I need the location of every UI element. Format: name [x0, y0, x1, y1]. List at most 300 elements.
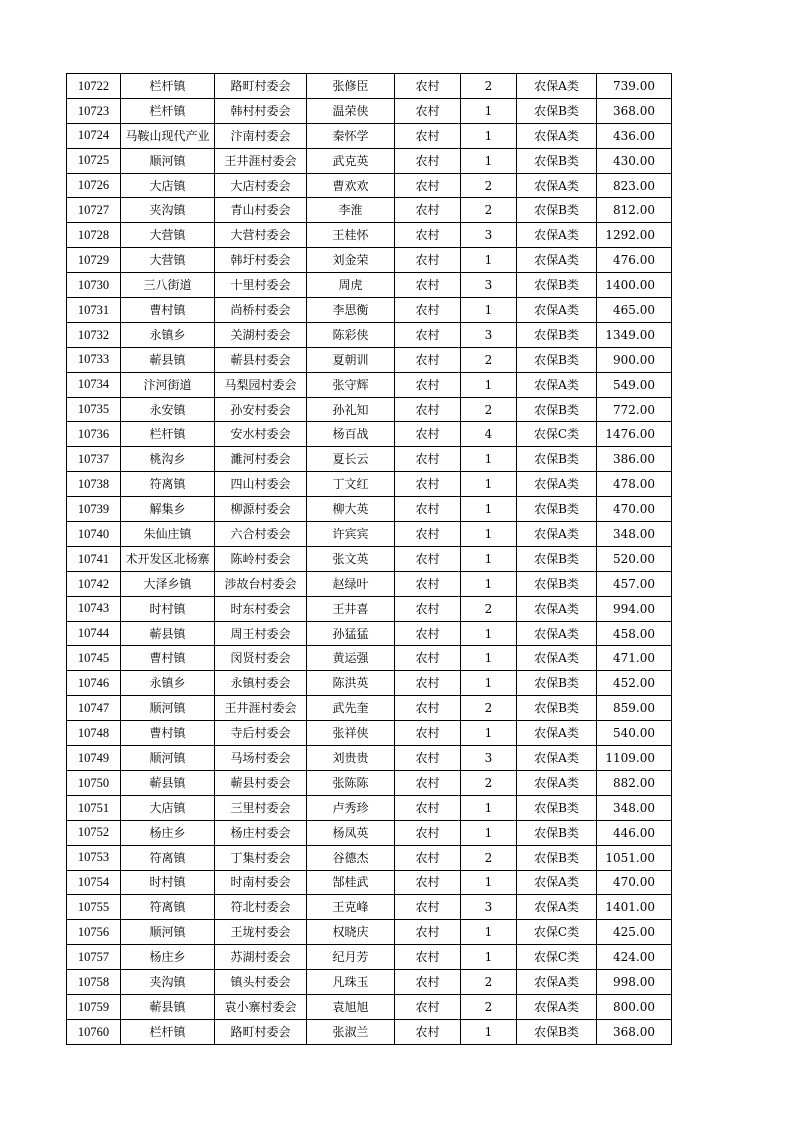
area-type-cell: 农村 [395, 845, 461, 870]
person-name-cell: 权晓庆 [307, 920, 395, 945]
town-cell: 时村镇 [121, 870, 215, 895]
town-cell: 顺河镇 [121, 696, 215, 721]
area-type-cell: 农村 [395, 920, 461, 945]
household-count-cell: 2 [461, 770, 517, 795]
person-name-cell: 杨百战 [307, 422, 395, 447]
amount-cell: 772.00 [597, 397, 672, 422]
insurance-category-cell: 农保A类 [517, 596, 597, 621]
person-name-cell: 夏长云 [307, 447, 395, 472]
village-committee-cell: 符北村委会 [215, 895, 307, 920]
area-type-cell: 农村 [395, 273, 461, 298]
person-name-cell: 武先奎 [307, 696, 395, 721]
town-cell: 术开发区北杨寨 [121, 546, 215, 571]
insurance-category-cell: 农保A类 [517, 646, 597, 671]
insurance-category-cell: 农保A类 [517, 74, 597, 99]
record-id-cell: 10734 [67, 372, 121, 397]
town-cell: 解集乡 [121, 497, 215, 522]
village-committee-cell: 韩村村委会 [215, 98, 307, 123]
area-type-cell: 农村 [395, 945, 461, 970]
town-cell: 永安镇 [121, 397, 215, 422]
person-name-cell: 刘贵贵 [307, 746, 395, 771]
amount-cell: 458.00 [597, 621, 672, 646]
table-row [67, 671, 672, 696]
insurance-category-cell: 农保B类 [517, 795, 597, 820]
village-committee-cell: 镇头村委会 [215, 970, 307, 995]
area-type-cell: 农村 [395, 472, 461, 497]
town-cell: 顺河镇 [121, 148, 215, 173]
village-committee-cell: 周王村委会 [215, 621, 307, 646]
amount-cell: 465.00 [597, 298, 672, 323]
insurance-category-cell: 农保A类 [517, 994, 597, 1019]
record-id-cell: 10759 [67, 994, 121, 1019]
area-type-cell: 农村 [395, 596, 461, 621]
household-count-cell: 1 [461, 372, 517, 397]
amount-cell: 478.00 [597, 472, 672, 497]
record-id-cell: 10752 [67, 820, 121, 845]
household-count-cell: 2 [461, 994, 517, 1019]
insurance-category-cell: 农保B类 [517, 447, 597, 472]
table-row [67, 472, 672, 497]
amount-cell: 386.00 [597, 447, 672, 472]
amount-cell: 900.00 [597, 347, 672, 372]
record-id-cell: 10724 [67, 123, 121, 148]
person-name-cell: 张陈陈 [307, 770, 395, 795]
amount-cell: 368.00 [597, 98, 672, 123]
table-row [67, 621, 672, 646]
town-cell: 栏杆镇 [121, 98, 215, 123]
area-type-cell: 农村 [395, 497, 461, 522]
table-row [67, 795, 672, 820]
record-id-cell: 10758 [67, 970, 121, 995]
village-committee-cell: 大店村委会 [215, 173, 307, 198]
town-cell: 三八街道 [121, 273, 215, 298]
amount-cell: 739.00 [597, 74, 672, 99]
amount-cell: 800.00 [597, 994, 672, 1019]
person-name-cell: 周虎 [307, 273, 395, 298]
insurance-category-cell: 农保B类 [517, 497, 597, 522]
amount-cell: 470.00 [597, 870, 672, 895]
village-committee-cell: 马梨园村委会 [215, 372, 307, 397]
town-cell: 栏杆镇 [121, 1019, 215, 1044]
household-count-cell: 1 [461, 123, 517, 148]
insurance-category-cell: 农保A类 [517, 298, 597, 323]
village-committee-cell: 马场村委会 [215, 746, 307, 771]
town-cell: 蕲县镇 [121, 621, 215, 646]
record-id-cell: 10728 [67, 223, 121, 248]
village-committee-cell: 尚桥村委会 [215, 298, 307, 323]
area-type-cell: 农村 [395, 372, 461, 397]
amount-cell: 1476.00 [597, 422, 672, 447]
household-count-cell: 2 [461, 173, 517, 198]
person-name-cell: 张守辉 [307, 372, 395, 397]
household-count-cell: 1 [461, 820, 517, 845]
amount-cell: 348.00 [597, 522, 672, 547]
record-id-cell: 10739 [67, 497, 121, 522]
town-cell: 大泽乡镇 [121, 571, 215, 596]
town-cell: 永镇乡 [121, 671, 215, 696]
village-committee-cell: 韩圩村委会 [215, 248, 307, 273]
household-count-cell: 1 [461, 795, 517, 820]
village-committee-cell: 濉河村委会 [215, 447, 307, 472]
village-committee-cell: 大营村委会 [215, 223, 307, 248]
record-id-cell: 10738 [67, 472, 121, 497]
insurance-category-cell: 农保C类 [517, 945, 597, 970]
record-id-cell: 10757 [67, 945, 121, 970]
record-id-cell: 10753 [67, 845, 121, 870]
person-name-cell: 夏朝训 [307, 347, 395, 372]
amount-cell: 368.00 [597, 1019, 672, 1044]
household-count-cell: 1 [461, 98, 517, 123]
insurance-category-cell: 农保A类 [517, 770, 597, 795]
person-name-cell: 张淑兰 [307, 1019, 395, 1044]
table-row [67, 497, 672, 522]
household-count-cell: 3 [461, 322, 517, 347]
record-id-cell: 10755 [67, 895, 121, 920]
record-id-cell: 10737 [67, 447, 121, 472]
insurance-category-cell: 农保B类 [517, 845, 597, 870]
insurance-category-cell: 农保A类 [517, 621, 597, 646]
insurance-category-cell: 农保B类 [517, 571, 597, 596]
insurance-category-cell: 农保C类 [517, 920, 597, 945]
amount-cell: 430.00 [597, 148, 672, 173]
household-count-cell: 1 [461, 522, 517, 547]
area-type-cell: 农村 [395, 148, 461, 173]
area-type-cell: 农村 [395, 721, 461, 746]
village-committee-cell: 蕲县村委会 [215, 347, 307, 372]
amount-cell: 1292.00 [597, 223, 672, 248]
amount-cell: 859.00 [597, 696, 672, 721]
area-type-cell: 农村 [395, 198, 461, 223]
table-row [67, 198, 672, 223]
area-type-cell: 农村 [395, 1019, 461, 1044]
household-count-cell: 1 [461, 721, 517, 746]
record-id-cell: 10730 [67, 273, 121, 298]
insurance-category-cell: 农保A类 [517, 970, 597, 995]
amount-cell: 1400.00 [597, 273, 672, 298]
table-row [67, 273, 672, 298]
area-type-cell: 农村 [395, 347, 461, 372]
household-count-cell: 2 [461, 596, 517, 621]
area-type-cell: 农村 [395, 123, 461, 148]
amount-cell: 476.00 [597, 248, 672, 273]
town-cell: 蕲县镇 [121, 770, 215, 795]
record-id-cell: 10748 [67, 721, 121, 746]
table-row [67, 298, 672, 323]
amount-cell: 520.00 [597, 546, 672, 571]
table-row [67, 347, 672, 372]
record-id-cell: 10729 [67, 248, 121, 273]
person-name-cell: 张修臣 [307, 74, 395, 99]
household-count-cell: 1 [461, 546, 517, 571]
record-id-cell: 10749 [67, 746, 121, 771]
amount-cell: 812.00 [597, 198, 672, 223]
household-count-cell: 1 [461, 248, 517, 273]
amount-cell: 436.00 [597, 123, 672, 148]
insurance-category-cell: 农保B类 [517, 148, 597, 173]
person-name-cell: 王井喜 [307, 596, 395, 621]
person-name-cell: 许宾宾 [307, 522, 395, 547]
area-type-cell: 农村 [395, 895, 461, 920]
village-committee-cell: 路町村委会 [215, 74, 307, 99]
amount-cell: 470.00 [597, 497, 672, 522]
table-row [67, 770, 672, 795]
town-cell: 朱仙庄镇 [121, 522, 215, 547]
household-count-cell: 1 [461, 870, 517, 895]
town-cell: 夹沟镇 [121, 198, 215, 223]
table-row [67, 123, 672, 148]
area-type-cell: 农村 [395, 98, 461, 123]
town-cell: 顺河镇 [121, 920, 215, 945]
town-cell: 栏杆镇 [121, 422, 215, 447]
table-row [67, 696, 672, 721]
insurance-category-cell: 农保C类 [517, 422, 597, 447]
household-count-cell: 2 [461, 696, 517, 721]
amount-cell: 446.00 [597, 820, 672, 845]
household-count-cell: 1 [461, 497, 517, 522]
town-cell: 符离镇 [121, 895, 215, 920]
table-row [67, 920, 672, 945]
insurance-category-cell: 农保B类 [517, 98, 597, 123]
area-type-cell: 农村 [395, 770, 461, 795]
town-cell: 顺河镇 [121, 746, 215, 771]
insurance-category-cell: 农保B类 [517, 671, 597, 696]
person-name-cell: 卢秀珍 [307, 795, 395, 820]
amount-cell: 994.00 [597, 596, 672, 621]
person-name-cell: 刘金荣 [307, 248, 395, 273]
record-id-cell: 10725 [67, 148, 121, 173]
town-cell: 大店镇 [121, 795, 215, 820]
amount-cell: 823.00 [597, 173, 672, 198]
table-row [67, 98, 672, 123]
household-count-cell: 2 [461, 347, 517, 372]
amount-cell: 348.00 [597, 795, 672, 820]
record-id-cell: 10731 [67, 298, 121, 323]
table-row [67, 870, 672, 895]
table-row [67, 820, 672, 845]
record-id-cell: 10732 [67, 322, 121, 347]
amount-cell: 1401.00 [597, 895, 672, 920]
record-id-cell: 10733 [67, 347, 121, 372]
area-type-cell: 农村 [395, 248, 461, 273]
village-committee-cell: 王垅村委会 [215, 920, 307, 945]
person-name-cell: 陈洪英 [307, 671, 395, 696]
area-type-cell: 农村 [395, 397, 461, 422]
insurance-category-cell: 农保A类 [517, 173, 597, 198]
area-type-cell: 农村 [395, 820, 461, 845]
town-cell: 时村镇 [121, 596, 215, 621]
village-committee-cell: 王井涯村委会 [215, 696, 307, 721]
town-cell: 大营镇 [121, 223, 215, 248]
amount-cell: 540.00 [597, 721, 672, 746]
area-type-cell: 农村 [395, 795, 461, 820]
village-committee-cell: 汴南村委会 [215, 123, 307, 148]
town-cell: 符离镇 [121, 472, 215, 497]
record-id-cell: 10741 [67, 546, 121, 571]
village-committee-cell: 丁集村委会 [215, 845, 307, 870]
person-name-cell: 柳大英 [307, 497, 395, 522]
area-type-cell: 农村 [395, 621, 461, 646]
village-committee-cell: 关湖村委会 [215, 322, 307, 347]
insurance-category-cell: 农保A类 [517, 870, 597, 895]
household-count-cell: 2 [461, 970, 517, 995]
table-row [67, 447, 672, 472]
town-cell: 曹村镇 [121, 298, 215, 323]
record-id-cell: 10745 [67, 646, 121, 671]
person-name-cell: 凡珠玉 [307, 970, 395, 995]
record-id-cell: 10756 [67, 920, 121, 945]
household-count-cell: 1 [461, 945, 517, 970]
table-row [67, 596, 672, 621]
area-type-cell: 农村 [395, 298, 461, 323]
household-count-cell: 1 [461, 571, 517, 596]
household-count-cell: 2 [461, 198, 517, 223]
town-cell: 马鞍山现代产业 [121, 123, 215, 148]
town-cell: 汴河街道 [121, 372, 215, 397]
table-row [67, 1019, 672, 1044]
record-id-cell: 10747 [67, 696, 121, 721]
person-name-cell: 秦怀学 [307, 123, 395, 148]
area-type-cell: 农村 [395, 447, 461, 472]
household-count-cell: 2 [461, 397, 517, 422]
person-name-cell: 张祥侠 [307, 721, 395, 746]
person-name-cell: 陈彩侠 [307, 322, 395, 347]
town-cell: 夹沟镇 [121, 970, 215, 995]
amount-cell: 457.00 [597, 571, 672, 596]
insurance-category-cell: 农保B类 [517, 397, 597, 422]
insurance-category-cell: 农保B类 [517, 820, 597, 845]
amount-cell: 1109.00 [597, 746, 672, 771]
village-committee-cell: 闵贤村委会 [215, 646, 307, 671]
table-row [67, 945, 672, 970]
area-type-cell: 农村 [395, 671, 461, 696]
record-id-cell: 10736 [67, 422, 121, 447]
amount-cell: 424.00 [597, 945, 672, 970]
town-cell: 大店镇 [121, 173, 215, 198]
insurance-category-cell: 农保A类 [517, 123, 597, 148]
person-name-cell: 赵绿叶 [307, 571, 395, 596]
town-cell: 曹村镇 [121, 646, 215, 671]
household-count-cell: 4 [461, 422, 517, 447]
town-cell: 曹村镇 [121, 721, 215, 746]
table-row [67, 994, 672, 1019]
village-committee-cell: 青山村委会 [215, 198, 307, 223]
table-row [67, 970, 672, 995]
household-count-cell: 3 [461, 273, 517, 298]
person-name-cell: 袁旭旭 [307, 994, 395, 1019]
area-type-cell: 农村 [395, 74, 461, 99]
amount-cell: 471.00 [597, 646, 672, 671]
amount-cell: 452.00 [597, 671, 672, 696]
insurance-category-cell: 农保A类 [517, 746, 597, 771]
record-id-cell: 10726 [67, 173, 121, 198]
village-committee-cell: 三里村委会 [215, 795, 307, 820]
person-name-cell: 纪月芳 [307, 945, 395, 970]
household-count-cell: 3 [461, 223, 517, 248]
table-row [67, 322, 672, 347]
town-cell: 桃沟乡 [121, 447, 215, 472]
record-id-cell: 10735 [67, 397, 121, 422]
table-row [67, 546, 672, 571]
household-count-cell: 1 [461, 671, 517, 696]
person-name-cell: 王克峰 [307, 895, 395, 920]
record-id-cell: 10727 [67, 198, 121, 223]
household-count-cell: 1 [461, 148, 517, 173]
insurance-category-cell: 农保A类 [517, 522, 597, 547]
area-type-cell: 农村 [395, 546, 461, 571]
household-count-cell: 1 [461, 920, 517, 945]
village-committee-cell: 苏湖村委会 [215, 945, 307, 970]
person-name-cell: 杨凤英 [307, 820, 395, 845]
village-committee-cell: 柳源村委会 [215, 497, 307, 522]
record-id-cell: 10722 [67, 74, 121, 99]
household-count-cell: 1 [461, 447, 517, 472]
table-row [67, 148, 672, 173]
area-type-cell: 农村 [395, 746, 461, 771]
town-cell: 栏杆镇 [121, 74, 215, 99]
village-committee-cell: 四山村委会 [215, 472, 307, 497]
insurance-category-cell: 农保A类 [517, 372, 597, 397]
person-name-cell: 郜桂武 [307, 870, 395, 895]
person-name-cell: 谷德杰 [307, 845, 395, 870]
record-id-cell: 10742 [67, 571, 121, 596]
area-type-cell: 农村 [395, 322, 461, 347]
insurance-category-cell: 农保B类 [517, 273, 597, 298]
village-committee-cell: 王井涯村委会 [215, 148, 307, 173]
town-cell: 永镇乡 [121, 322, 215, 347]
area-type-cell: 农村 [395, 646, 461, 671]
village-committee-cell: 时南村委会 [215, 870, 307, 895]
insurance-category-cell: 农保B类 [517, 696, 597, 721]
household-count-cell: 1 [461, 472, 517, 497]
record-id-cell: 10750 [67, 770, 121, 795]
person-name-cell: 孙礼知 [307, 397, 395, 422]
household-count-cell: 1 [461, 1019, 517, 1044]
person-name-cell: 李淮 [307, 198, 395, 223]
record-id-cell: 10754 [67, 870, 121, 895]
table-row [67, 173, 672, 198]
village-committee-cell: 永镇村委会 [215, 671, 307, 696]
person-name-cell: 武克英 [307, 148, 395, 173]
village-committee-cell: 安水村委会 [215, 422, 307, 447]
village-committee-cell: 十里村委会 [215, 273, 307, 298]
town-cell: 符离镇 [121, 845, 215, 870]
table-row [67, 372, 672, 397]
person-name-cell: 温荣侠 [307, 98, 395, 123]
insurance-category-cell: 农保B类 [517, 322, 597, 347]
insurance-category-cell: 农保B类 [517, 546, 597, 571]
village-committee-cell: 孙安村委会 [215, 397, 307, 422]
person-name-cell: 曹欢欢 [307, 173, 395, 198]
insurance-category-cell: 农保A类 [517, 223, 597, 248]
area-type-cell: 农村 [395, 994, 461, 1019]
table-row [67, 522, 672, 547]
area-type-cell: 农村 [395, 870, 461, 895]
table-row [67, 223, 672, 248]
household-count-cell: 3 [461, 746, 517, 771]
village-committee-cell: 涉故台村委会 [215, 571, 307, 596]
table-row [67, 646, 672, 671]
table-row [67, 721, 672, 746]
village-committee-cell: 寺后村委会 [215, 721, 307, 746]
insurance-category-cell: 农保A类 [517, 472, 597, 497]
area-type-cell: 农村 [395, 223, 461, 248]
amount-cell: 998.00 [597, 970, 672, 995]
amount-cell: 549.00 [597, 372, 672, 397]
person-name-cell: 李思衡 [307, 298, 395, 323]
town-cell: 杨庄乡 [121, 820, 215, 845]
table-row [67, 895, 672, 920]
person-name-cell: 黄运强 [307, 646, 395, 671]
